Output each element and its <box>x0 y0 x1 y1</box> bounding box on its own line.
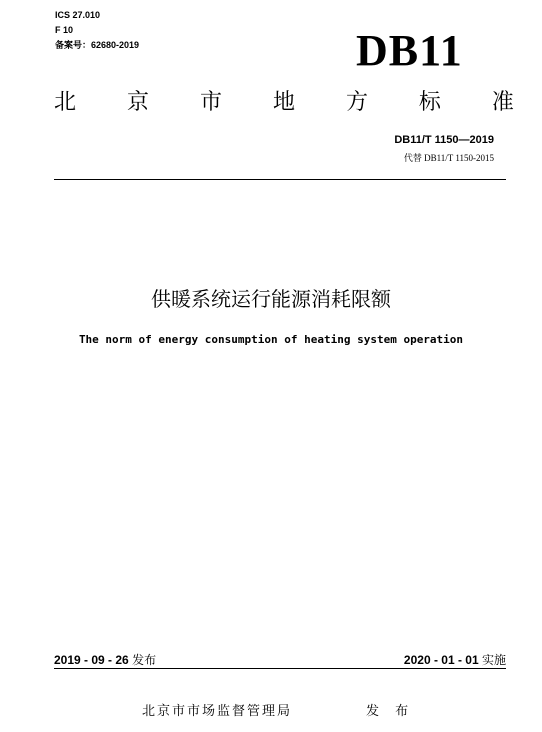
standard-type-char: 方 <box>345 90 368 115</box>
standard-code: DB11/T 1150—2019 <box>394 134 494 146</box>
effective-date <box>404 651 506 668</box>
title-chinese: 供暖系统运行能源消耗限额 <box>151 287 391 311</box>
standard-type-char: 标 <box>418 90 441 115</box>
issue-label: 发布 <box>132 653 157 667</box>
issue-date <box>54 651 156 668</box>
publish-label: 发 布 <box>366 704 415 719</box>
standard-type-char: 北 <box>54 90 77 115</box>
title-english: The norm of energy consumption of heating system operation <box>78 333 464 346</box>
classification-code: F 10 <box>55 25 74 35</box>
issue-date-value: 2019 - 09 - 26 <box>54 653 129 667</box>
ics-code: ICS 27.010 <box>55 10 101 20</box>
standard-type-char: 市 <box>199 90 222 115</box>
effective-label: 实施 <box>481 653 506 667</box>
standard-type <box>54 90 514 116</box>
effective-date-value: 2020 - 01 - 01 <box>403 653 479 667</box>
bottom-divider <box>54 668 506 669</box>
standard-type-char: 准 <box>491 90 514 115</box>
db-mark: DB11 <box>356 26 463 75</box>
replaces-note: 代替 DB11/T 1150-2015 <box>403 153 494 163</box>
standard-type-char: 地 <box>272 90 295 115</box>
filing-number: 备案号：62680-2019 <box>55 40 140 50</box>
top-divider <box>54 179 506 180</box>
standard-type-char: 京 <box>126 90 149 115</box>
issuer-name: 北京市市场监督管理局 <box>142 704 293 719</box>
